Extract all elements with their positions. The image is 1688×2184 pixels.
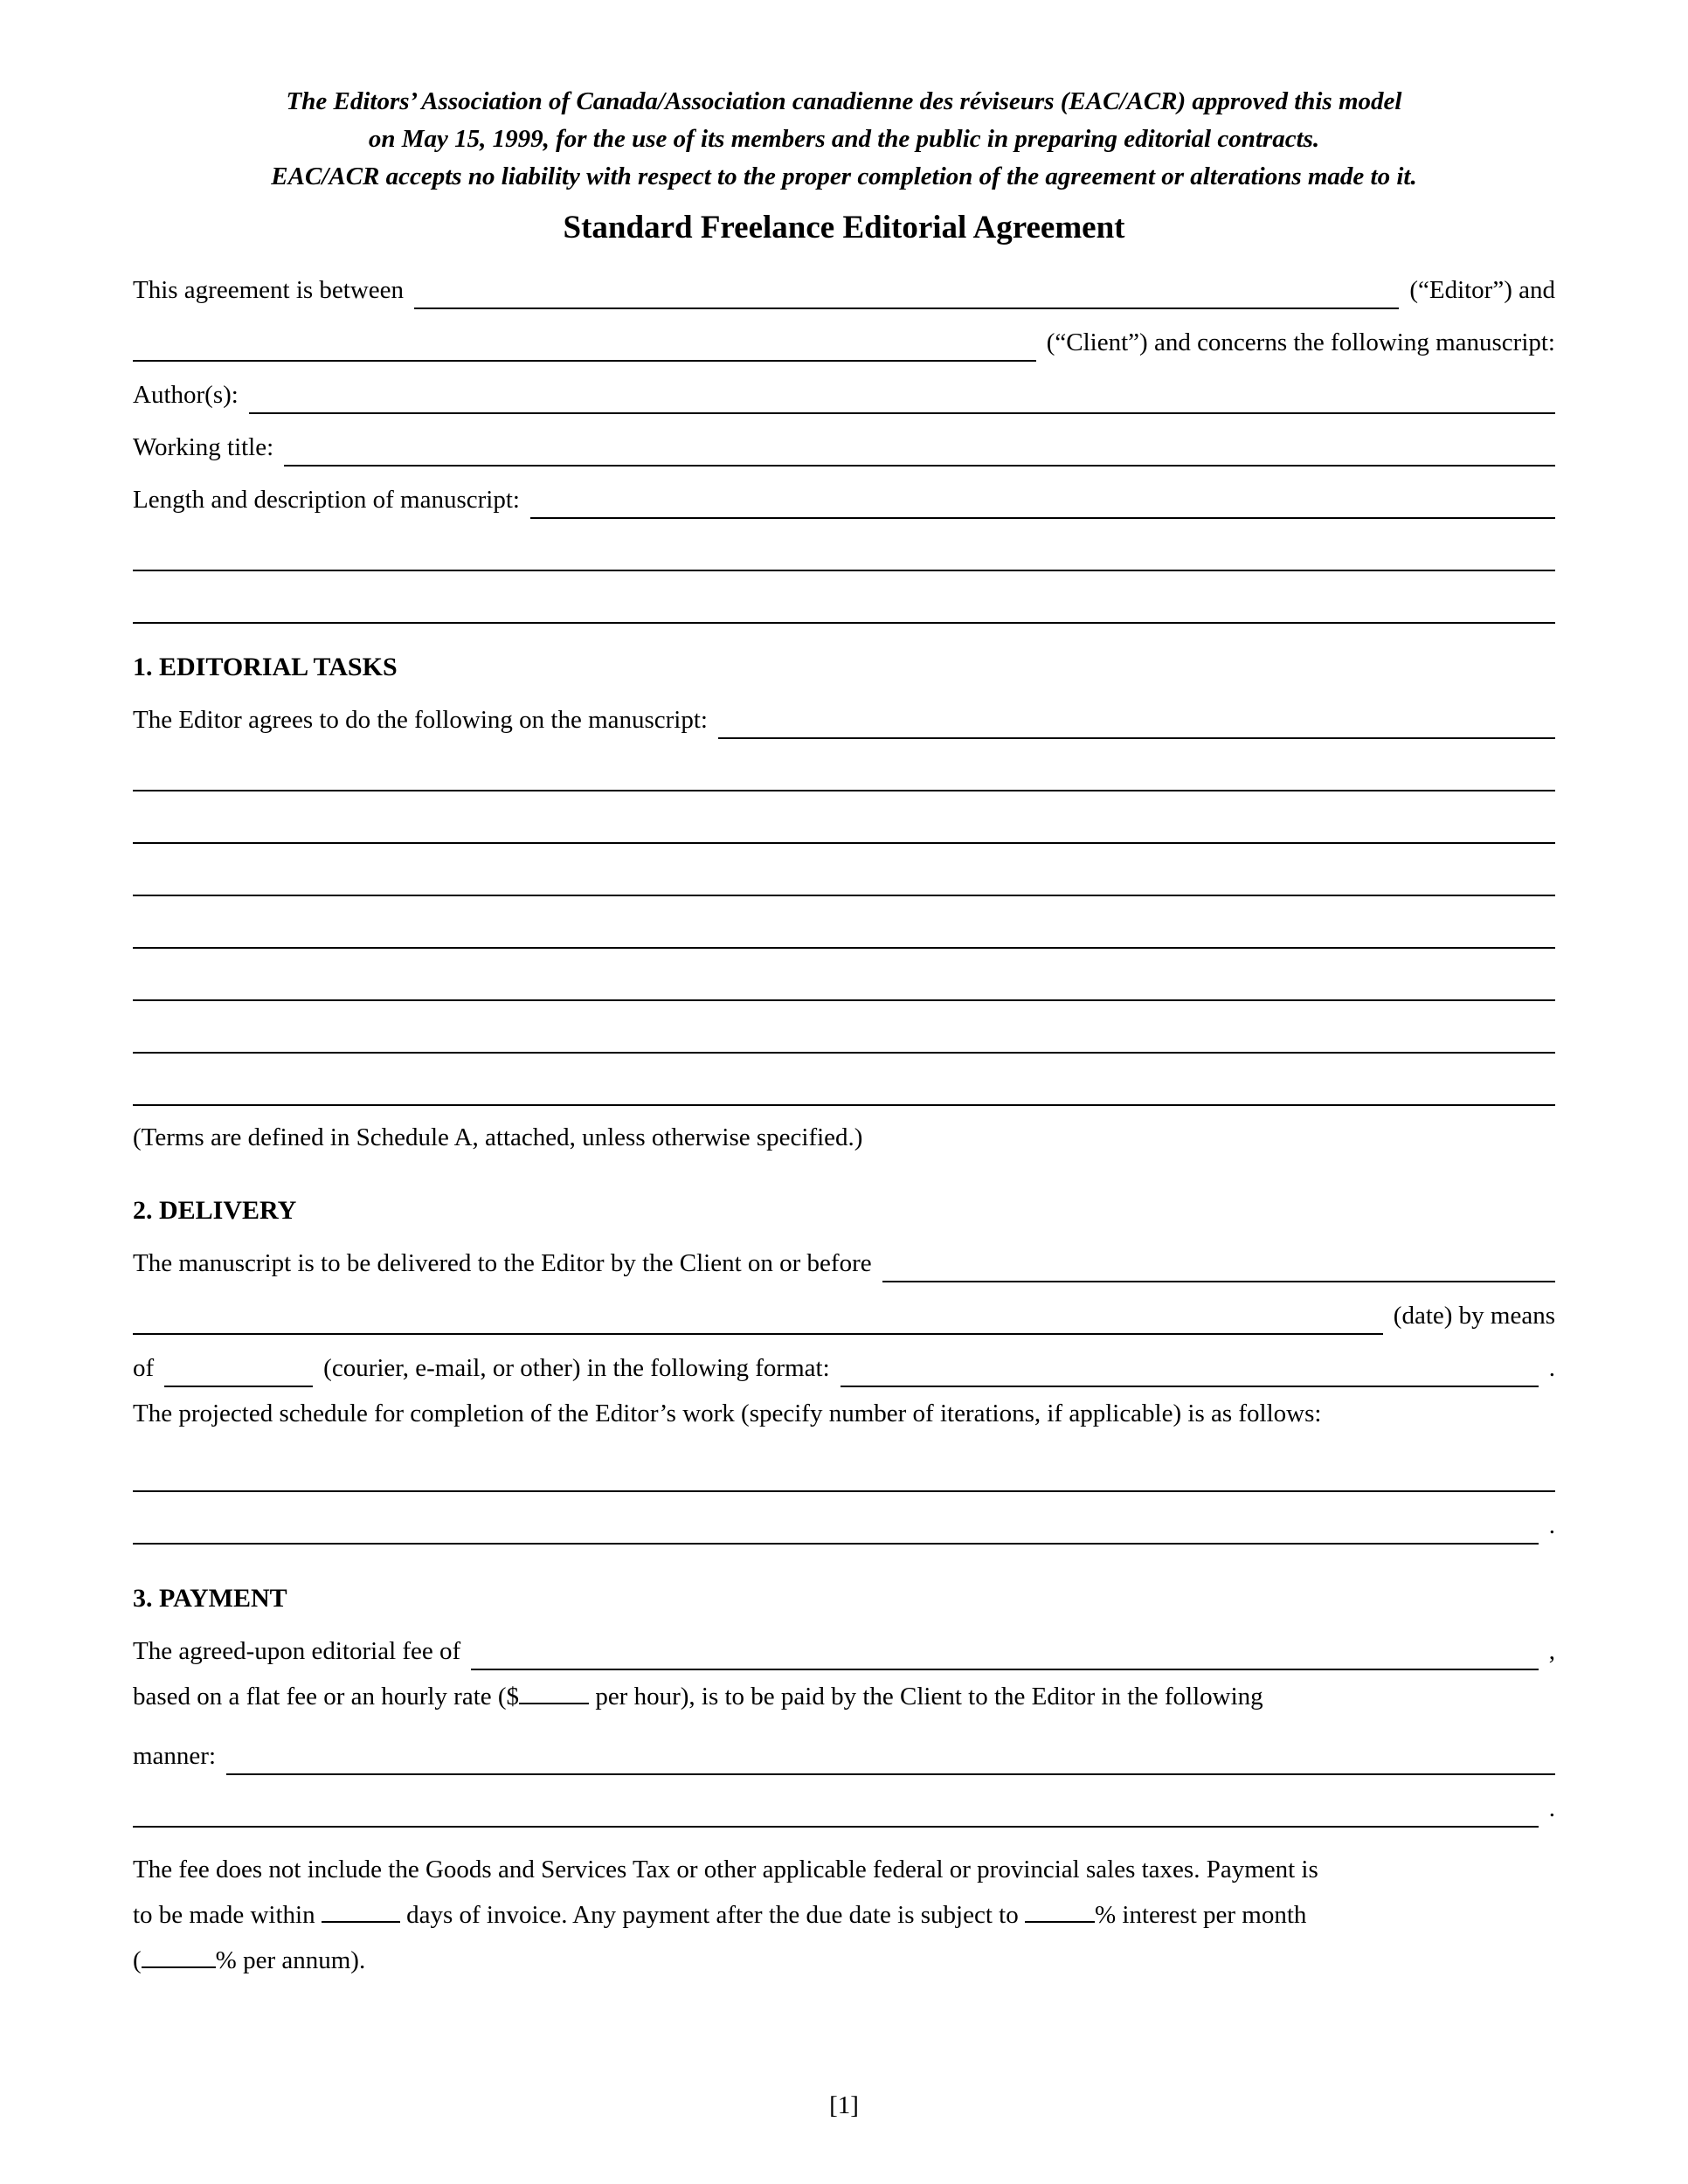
blank-line-row	[133, 519, 1555, 571]
payment-manner-row	[133, 1723, 1555, 1775]
fee-suffix: ,	[1548, 1637, 1555, 1665]
working-title-label: Working title:	[133, 433, 274, 461]
annual-rate-blank	[142, 1965, 216, 1968]
between-prefix: This agreement is between	[133, 276, 405, 304]
line-end-period: .	[1548, 1511, 1555, 1539]
length-description-row	[133, 467, 1555, 519]
editor-suffix: (“Editor”) and	[1409, 276, 1555, 304]
tax-line-2-prefix: to be made within	[133, 1901, 315, 1929]
working-title-row	[133, 414, 1555, 467]
authors-row	[133, 362, 1555, 414]
blank-line	[133, 891, 1555, 896]
blank-line	[133, 996, 1555, 1001]
tax-line-3-suffix: % per annum).	[215, 1946, 366, 1974]
line-end-period: .	[1548, 1354, 1555, 1382]
agreement-parties-row	[133, 257, 1555, 309]
client-name-blank	[133, 356, 1036, 362]
means-prefix: of	[133, 1354, 155, 1382]
hourly-rate-row	[133, 1670, 1555, 1723]
tax-line-3-open-paren: (	[133, 1946, 142, 1974]
blank-line	[133, 1101, 1555, 1106]
tax-line-2	[133, 1892, 1555, 1938]
tax-line-2-middle: days of invoice. Any payment after the due date is subject to	[406, 1901, 1019, 1929]
document-title: Standard Freelance Editorial Agreement	[563, 210, 1125, 245]
tax-paragraph	[133, 1847, 1555, 1983]
delivery-means-row	[133, 1335, 1555, 1387]
editorial-tasks-prompt-row	[133, 687, 1555, 739]
section-heading-delivery: 2. DELIVERY	[133, 1196, 297, 1225]
terms-note: (Terms are defined in Schedule A, attached, unless otherwise specified.)	[133, 1123, 863, 1151]
section-heading-editorial-tasks: 1. EDITORIAL TASKS	[133, 653, 398, 681]
blank-line	[133, 566, 1555, 571]
days-blank	[322, 1919, 400, 1923]
blank-line-row	[133, 1440, 1555, 1492]
rate-suffix: per hour), is to be paid by the Client to the Editor in the following	[595, 1683, 1263, 1711]
fee-prefix: The agreed-upon editorial fee of	[133, 1637, 461, 1665]
line-end-period: .	[1548, 1794, 1555, 1822]
editor-name-blank	[414, 304, 1399, 309]
authors-label: Author(s):	[133, 381, 239, 409]
approval-note	[133, 83, 1555, 196]
blank-line-row	[133, 739, 1555, 791]
blank-line-row	[133, 1054, 1555, 1106]
rate-prefix: based on a flat fee or an hourly rate ($	[133, 1683, 520, 1711]
blank-line	[133, 1487, 1555, 1492]
interest-rate-blank	[1025, 1919, 1095, 1923]
editorial-tasks-blank	[718, 734, 1555, 739]
page-footer	[133, 2086, 1555, 2125]
blank-line	[133, 839, 1555, 844]
client-row	[133, 309, 1555, 362]
blank-line-row	[133, 844, 1555, 896]
blank-line-row	[133, 949, 1555, 1001]
hourly-rate-blank	[519, 1701, 589, 1704]
blank-line-row	[133, 896, 1555, 949]
manner-label: manner:	[133, 1742, 217, 1770]
blank-line	[133, 1539, 1539, 1545]
blank-line	[133, 943, 1555, 949]
working-title-blank	[284, 461, 1555, 467]
means-suffix: (courier, e-mail, or other) in the following format:	[323, 1354, 830, 1382]
tax-line-1: The fee does not include the Goods and Services Tax or other applicable federal or provincial sales taxes. Payment is	[133, 1856, 1318, 1883]
blank-line	[133, 786, 1555, 791]
editorial-tasks-prompt: The Editor agrees to do the following on the manuscript:	[133, 706, 708, 734]
schedule-prompt-row	[133, 1387, 1555, 1440]
client-suffix: (“Client”) and concerns the following manuscript:	[1046, 328, 1555, 356]
page-number: [1]	[829, 2091, 859, 2119]
section-heading-payment: 3. PAYMENT	[133, 1584, 287, 1613]
date-suffix: (date) by means	[1393, 1302, 1555, 1330]
deliver-prefix: The manuscript is to be delivered to the Editor by the Client on or before	[133, 1249, 872, 1277]
length-blank	[530, 514, 1555, 519]
schedule-prompt: The projected schedule for completion of the Editor’s work (specify number of iterations, if applicable) is as follows:	[133, 1400, 1322, 1427]
tax-line-2-suffix: % interest per month	[1094, 1901, 1307, 1929]
blank-line-period-row	[133, 1775, 1555, 1828]
blank-line-row	[133, 791, 1555, 844]
delivery-date-blank-continued	[133, 1330, 1383, 1335]
approval-note-line: on May 15, 1999, for the use of its members and the public in preparing editorial contracts.	[368, 125, 1320, 153]
delivery-date-row	[133, 1230, 1555, 1282]
blank-line-row	[133, 571, 1555, 624]
manner-blank	[226, 1770, 1555, 1775]
blank-line-period-row	[133, 1492, 1555, 1545]
tax-line-3	[133, 1938, 1555, 1983]
approval-note-line: The Editors’ Association of Canada/Association canadienne des réviseurs (EAC/ACR) approved this model	[286, 87, 1402, 115]
delivery-date-blank	[882, 1277, 1555, 1282]
delivery-date-continuation-row	[133, 1282, 1555, 1335]
blank-line-row	[133, 1001, 1555, 1054]
authors-blank	[249, 409, 1555, 414]
blank-line	[133, 1048, 1555, 1054]
blank-line	[133, 1822, 1539, 1828]
approval-note-line: EAC/ACR accepts no liability with respect to the proper completion of the agreement or alterations made to it.	[271, 162, 1417, 190]
blank-line	[133, 619, 1555, 624]
length-label: Length and description of manuscript:	[133, 486, 520, 514]
fee-row	[133, 1618, 1555, 1670]
